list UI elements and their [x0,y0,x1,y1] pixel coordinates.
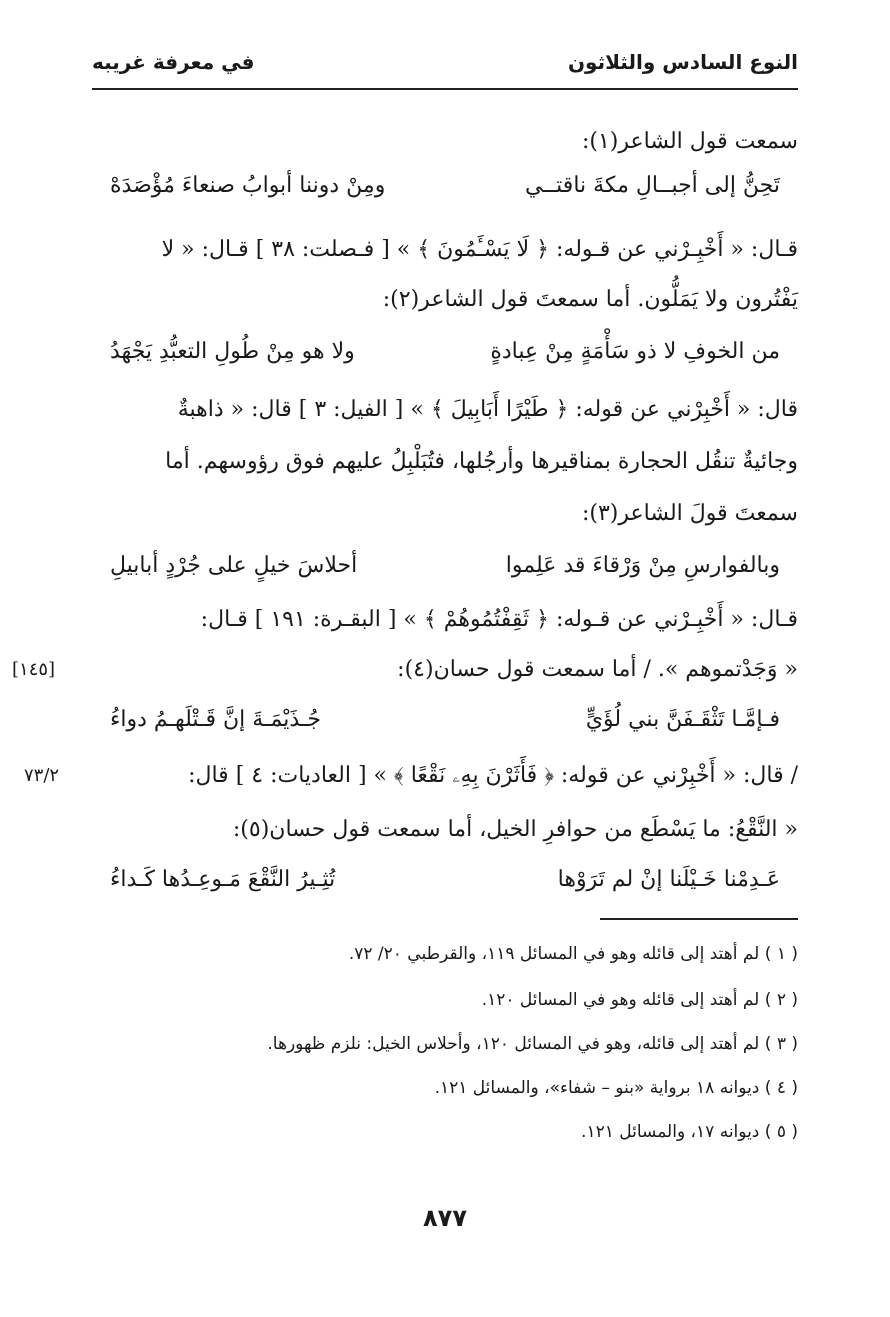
footnote: ( ١ ) لم أهتد إلى قائله وهو في المسائل ١١٩، والقرطبي ٢٠/ ٧٢. [348,944,798,964]
prose-line: قـال: « أَخْبِـرْني عن قـوله: ﴿ ثَقِفْتُمُوهُمْ ﴾ » [ البقـرة: ١٩١ ] قـال: [200,607,798,632]
prose-line: قال: « أَخْبِرْني عن قوله: ﴿ طَيْرًا أَبَابِيلَ ﴾ » [ الفيل: ٣ ] قال: « ذاهبةٌ [177,397,798,422]
margin-page-marker: [١٤٥] [12,659,56,680]
prose-line: يَفْتُرون ولا يَمَلُّون. أما سمعتَ قول الشاعر(٢): [382,287,798,312]
prose-line: « وَجَدْتموهم ». / أما سمعت قول حسان(٤): [397,657,798,682]
verse-line [110,334,780,370]
footnote: ( ٤ ) ديوانه ١٨ برواية «بنو – شفاء»، والمسائل ١٢١. [434,1078,798,1098]
verse-first-hemistich: فـإمَّـا تَثْقَـفَنَّ بني لُؤَيٍّ [585,707,780,732]
verse-second-hemistich: ولا هو مِنْ طُولِ التعبُّدِ يَجْهَدُ [110,339,355,364]
verse-second-hemistich: جُـذَيْمَـةَ إنَّ قَـتْلَهـمُ دواءُ [110,707,321,732]
footnote: ( ٢ ) لم أهتد إلى قائله وهو في المسائل ١٢٠. [481,990,798,1010]
verse-first-hemistich: تَحِنُّ إلى أجبــالِ مكةَ ناقتــي [524,173,780,198]
footnote: ( ٣ ) لم أهتد إلى قائله، وهو في المسائل ١٢٠، وأحلاس الخيل: نلزم ظهورها. [267,1034,798,1054]
verse-first-hemistich: وبالفوارسِ مِنْ وَرْقاءَ قد عَلِموا [505,553,780,578]
verse-line [110,862,780,898]
verse-second-hemistich: ومِنْ دوننا أبوابُ صنعاءَ مُؤْصَدَهْ [110,173,386,198]
verse-line [110,702,780,738]
verse-line [110,168,780,204]
prose-line: وجائيةٌ تنقُل الحجارة بمناقيرها وأرجُلها، فتُبَلْبِلُ عليهم فوق رؤوسهم. أما [165,449,798,474]
verse-second-hemistich: أحلاسَ خيلٍ على جُرْدٍ أبابيلِ [110,553,358,578]
verse-first-hemistich: من الخوفِ لا ذو سَأْمَةٍ مِنْ عِبادةٍ [490,339,780,364]
running-header [92,44,798,90]
margin-volume-marker: ٧٣/٢ [24,765,60,786]
verse-second-hemistich: تُثِـيرُ النَّقْعَ مَـوعِـدُها كَـداءُ [110,867,336,892]
prose-line: قـال: « أَخْبِـرْني عن قـوله: ﴿ لَا يَسْـَٔمُونَ ﴾ » [ فـصلت: ٣٨ ] قـال: « لا [161,237,798,262]
footnote-separator [600,918,798,920]
page-number: ٨٧٧ [423,1204,467,1232]
footnote: ( ٥ ) ديوانه ١٧، والمسائل ١٢١. [581,1122,798,1142]
prose-line: سمعتَ قولَ الشاعر(٣): [581,501,798,526]
verse-first-hemistich: عَـدِمْنا خَـيْلَنا إنْ لم تَرَوْها [557,867,780,892]
section-title: في معرفة غريبه [92,50,255,74]
chapter-title: النوع السادس والثلاثون [567,50,798,74]
prose-line: « النَّقْعُ: ما يَسْطَع من حوافرِ الخيل، أما سمعت قول حسان(٥): [232,817,798,842]
prose-line: / قال: « أَخْبِرْني عن قوله: ﴿ فَأَثَرْنَ بِهِۦ نَقْعًا ﴾ » [ العاديات: ٤ ] قال: [188,763,798,788]
prose-line: سمعت قول الشاعر(١): [581,129,798,154]
verse-line [110,548,780,584]
